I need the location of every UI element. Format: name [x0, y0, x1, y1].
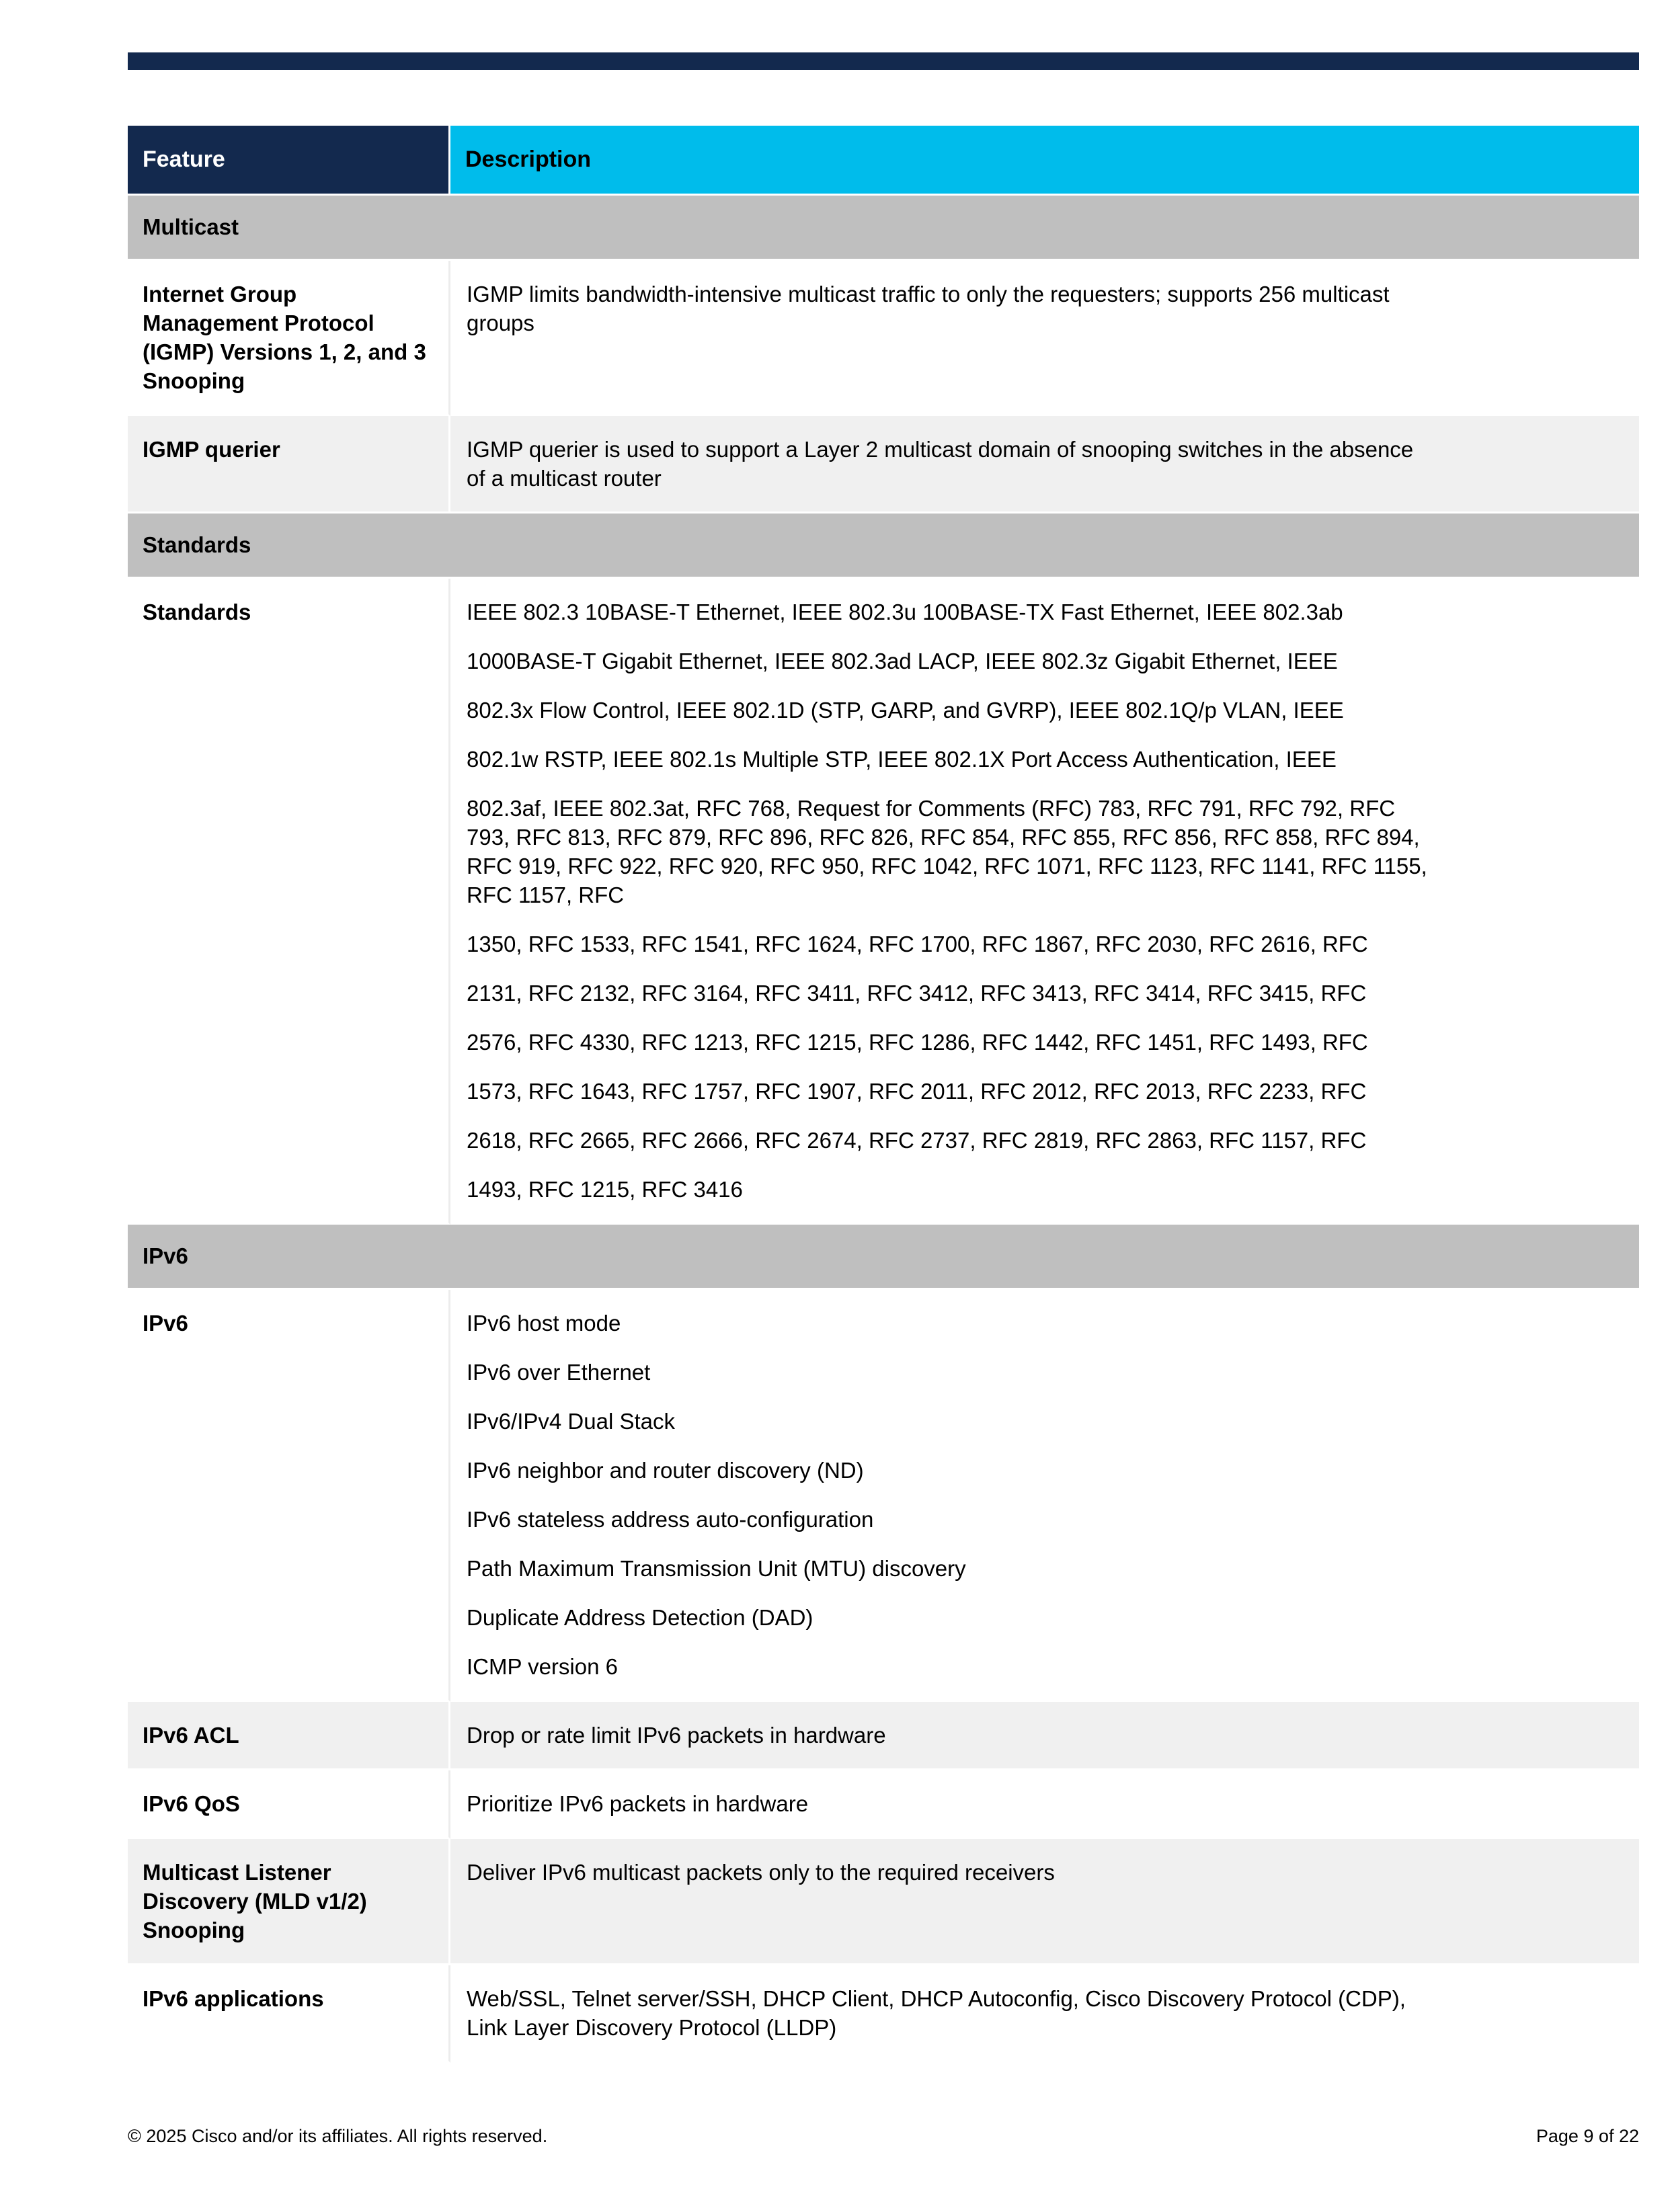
- table-row: [128, 261, 1639, 416]
- section-title: Multicast: [128, 196, 1639, 261]
- table-row: [128, 416, 1639, 514]
- description-paragraph: Web/SSL, Telnet server/SSH, DHCP Client, DHCP Autoconfig, Cisco Discovery Protocol (CDP),: [467, 1986, 1406, 2011]
- description-paragraph: IGMP limits bandwidth-intensive multicast traffic to only the requesters; supports 256 multicast: [467, 282, 1390, 306]
- table-row: [128, 1839, 1639, 1965]
- feature-cell: IGMP querier: [128, 416, 450, 514]
- description-paragraph: RFC 1157, RFC: [467, 883, 625, 907]
- description-paragraph: IEEE 802.3 10BASE-T Ethernet, IEEE 802.3u 100BASE-TX Fast Ethernet, IEEE 802.3ab: [467, 600, 1343, 624]
- section-row: [128, 514, 1639, 579]
- description-paragraph: Drop or rate limit IPv6 packets in hardware: [467, 1723, 886, 1748]
- copyright-text: © 2025 Cisco and/or its affiliates. All rights reserved.: [128, 2126, 548, 2146]
- page-number: Page 9 of 22: [1536, 2126, 1639, 2146]
- description-paragraph: 1573, RFC 1643, RFC 1757, RFC 1907, RFC 2011, RFC 2012, RFC 2013, RFC 2233, RFC: [467, 1079, 1367, 1104]
- description-column-header: Description: [450, 126, 1639, 196]
- description-paragraph: Link Layer Discovery Protocol (LLDP): [467, 2015, 837, 2040]
- description-paragraph: 802.3x Flow Control, IEEE 802.1D (STP, GARP, and GVRP), IEEE 802.1Q/p VLAN, IEEE: [467, 698, 1344, 723]
- feature-column-header: Feature: [128, 126, 450, 196]
- section-title: Standards: [128, 514, 1639, 579]
- description-paragraph: 2618, RFC 2665, RFC 2666, RFC 2674, RFC 2737, RFC 2819, RFC 2863, RFC 1157, RFC: [467, 1128, 1367, 1153]
- description-paragraph: Duplicate Address Detection (DAD): [467, 1605, 813, 1630]
- section-title: IPv6: [128, 1225, 1639, 1290]
- description-paragraph: groups: [467, 311, 534, 335]
- table-header-row: [128, 126, 1639, 196]
- feature-cell: Multicast Listener Discovery (MLD v1/2) Snooping: [128, 1839, 450, 1965]
- section-row: [128, 1225, 1639, 1290]
- description-cell: [450, 1965, 1639, 2063]
- feature-cell: IPv6 applications: [128, 1965, 450, 2063]
- description-paragraph: 1493, RFC 1215, RFC 3416: [467, 1177, 743, 1202]
- description-paragraph: 793, RFC 813, RFC 879, RFC 896, RFC 826, RFC 854, RFC 855, RFC 856, RFC 858, RFC 894,: [467, 825, 1420, 850]
- description-paragraph: 2131, RFC 2132, RFC 3164, RFC 3411, RFC 3412, RFC 3413, RFC 3414, RFC 3415, RFC: [467, 981, 1367, 1006]
- feature-cell: IPv6: [128, 1290, 450, 1702]
- top-accent-bar: [128, 52, 1639, 70]
- page-footer: [128, 2123, 1639, 2149]
- feature-table: [128, 126, 1639, 2063]
- table-row: [128, 1965, 1639, 2063]
- description-paragraph: 1000BASE-T Gigabit Ethernet, IEEE 802.3ad LACP, IEEE 802.3z Gigabit Ethernet, IEEE: [467, 649, 1338, 673]
- description-paragraph: IPv6 over Ethernet: [467, 1360, 651, 1385]
- table-row: [128, 1702, 1639, 1770]
- description-paragraph: 802.1w RSTP, IEEE 802.1s Multiple STP, IEEE 802.1X Port Access Authentication, IEEE: [467, 747, 1337, 772]
- description-cell: [450, 1770, 1639, 1839]
- description-cell: [450, 579, 1639, 1225]
- table-row: [128, 1770, 1639, 1839]
- feature-cell: IPv6 QoS: [128, 1770, 450, 1839]
- description-cell: [450, 1839, 1639, 1965]
- feature-cell: Standards: [128, 579, 450, 1225]
- description-cell: [450, 1702, 1639, 1770]
- description-paragraph: Prioritize IPv6 packets in hardware: [467, 1791, 809, 1816]
- feature-cell: IPv6 ACL: [128, 1702, 450, 1770]
- description-cell: [450, 1290, 1639, 1702]
- description-paragraph: 1350, RFC 1533, RFC 1541, RFC 1624, RFC 1700, RFC 1867, RFC 2030, RFC 2616, RFC: [467, 932, 1368, 956]
- table-row: [128, 1290, 1639, 1702]
- description-paragraph: RFC 919, RFC 922, RFC 920, RFC 950, RFC 1042, RFC 1071, RFC 1123, RFC 1141, RFC 1155,: [467, 854, 1427, 878]
- description-paragraph: IPv6 neighbor and router discovery (ND): [467, 1458, 864, 1483]
- description-cell: [450, 261, 1639, 416]
- description-paragraph: IPv6/IPv4 Dual Stack: [467, 1409, 675, 1434]
- table-body: [128, 196, 1639, 2063]
- description-cell: [450, 416, 1639, 514]
- section-row: [128, 196, 1639, 261]
- description-paragraph: of a multicast router: [467, 466, 662, 491]
- description-paragraph: Path Maximum Transmission Unit (MTU) discovery: [467, 1556, 966, 1581]
- description-paragraph: IPv6 host mode: [467, 1311, 621, 1336]
- description-paragraph: IPv6 stateless address auto-configuration: [467, 1507, 874, 1532]
- table-row: [128, 579, 1639, 1225]
- description-paragraph: IGMP querier is used to support a Layer 2 multicast domain of snooping switches in the absence: [467, 437, 1414, 462]
- feature-cell: Internet Group Management Protocol (IGMP) Versions 1, 2, and 3 Snooping: [128, 261, 450, 416]
- description-paragraph: 2576, RFC 4330, RFC 1213, RFC 1215, RFC 1286, RFC 1442, RFC 1451, RFC 1493, RFC: [467, 1030, 1368, 1055]
- description-paragraph: ICMP version 6: [467, 1654, 618, 1679]
- description-paragraph: 802.3af, IEEE 802.3at, RFC 768, Request for Comments (RFC) 783, RFC 791, RFC 792, RFC: [467, 796, 1396, 821]
- description-paragraph: Deliver IPv6 multicast packets only to the required receivers: [467, 1860, 1055, 1885]
